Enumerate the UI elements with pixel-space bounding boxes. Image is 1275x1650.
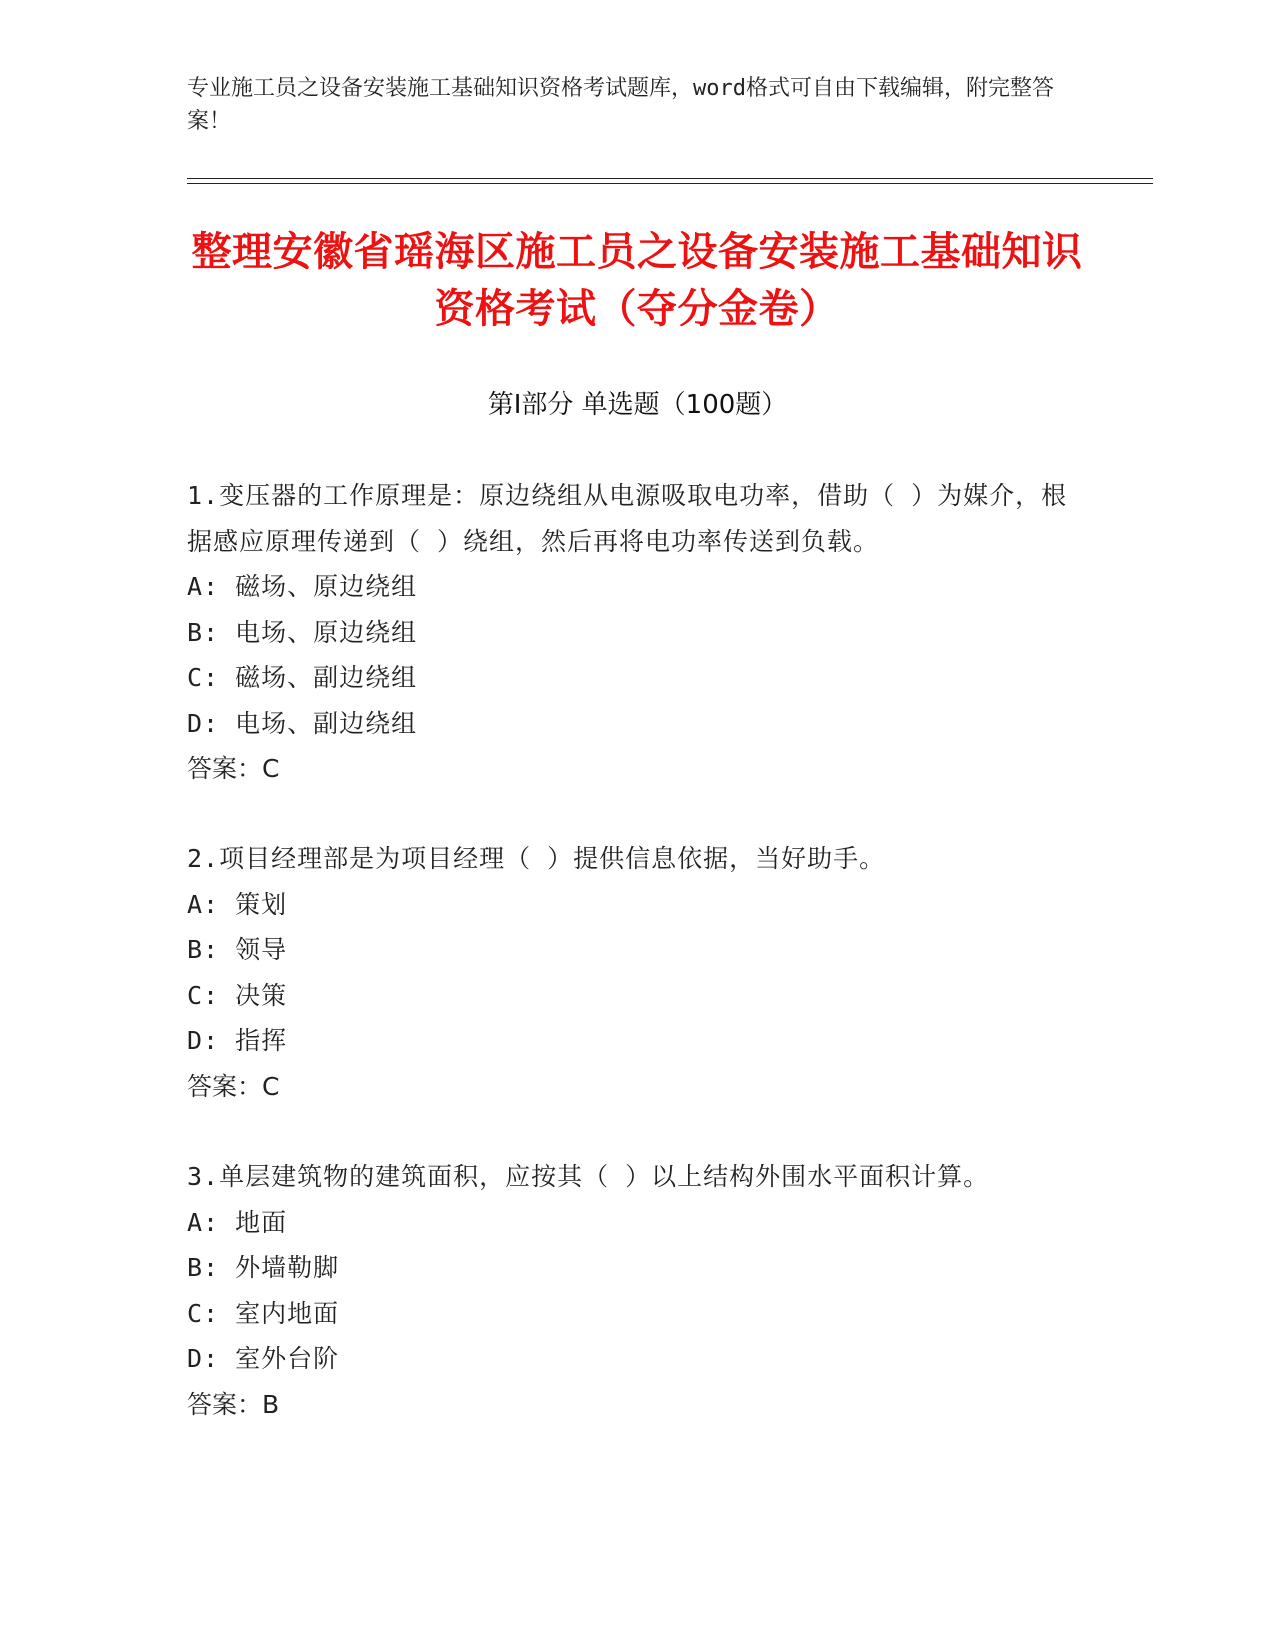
option-c: C: 室内地面	[187, 1298, 340, 1328]
question-stem: 3.单层建筑物的建筑面积，应按其（ ）以上结构外围水平面积计算。	[187, 1162, 990, 1191]
option-c: C: 磁场、副边绕组	[187, 663, 418, 692]
option-b: B: 领导	[187, 935, 288, 964]
section-title: 第Ⅰ部分 单选题（100题）	[487, 390, 788, 420]
option-b: B: 外墙勒脚	[187, 1253, 340, 1282]
option-b: B: 电场、原边绕组	[187, 617, 418, 647]
answer: 答案：C	[187, 754, 280, 783]
option-c: C: 决策	[187, 980, 288, 1010]
header-divider-bottom	[187, 183, 1153, 184]
document-title: 整理安徽省瑶海区施工员之设备安装施工基础知识资格考试（夺分金卷）	[191, 229, 1083, 332]
option-a: A: 策划	[187, 889, 288, 919]
question-block	[187, 473, 1087, 792]
option-d: D: 室外台阶	[187, 1344, 340, 1373]
question-block	[187, 1154, 1087, 1427]
question-stem: 2.项目经理部是为项目经理（ ）提供信息依据，当好助手。	[187, 844, 886, 873]
answer: 答案：C	[187, 1071, 280, 1101]
question-block	[187, 836, 1087, 1109]
header-divider-top	[187, 178, 1153, 179]
option-a: A: 磁场、原边绕组	[187, 572, 418, 601]
header-note: 专业施工员之设备安装施工基础知识资格考试题库，word格式可自由下载编辑，附完整答案！	[187, 76, 1054, 134]
option-d: D: 电场、副边绕组	[187, 708, 418, 738]
option-a: A: 地面	[187, 1207, 288, 1237]
question-stem: 1.变压器的工作原理是：原边绕组从电源吸取电功率，借助（ ）为媒介，根据感应原理传递到（ ）绕组，然后再将电功率传送到负载。	[187, 481, 1068, 556]
option-d: D: 指挥	[187, 1026, 288, 1055]
answer: 答案：B	[187, 1389, 280, 1419]
